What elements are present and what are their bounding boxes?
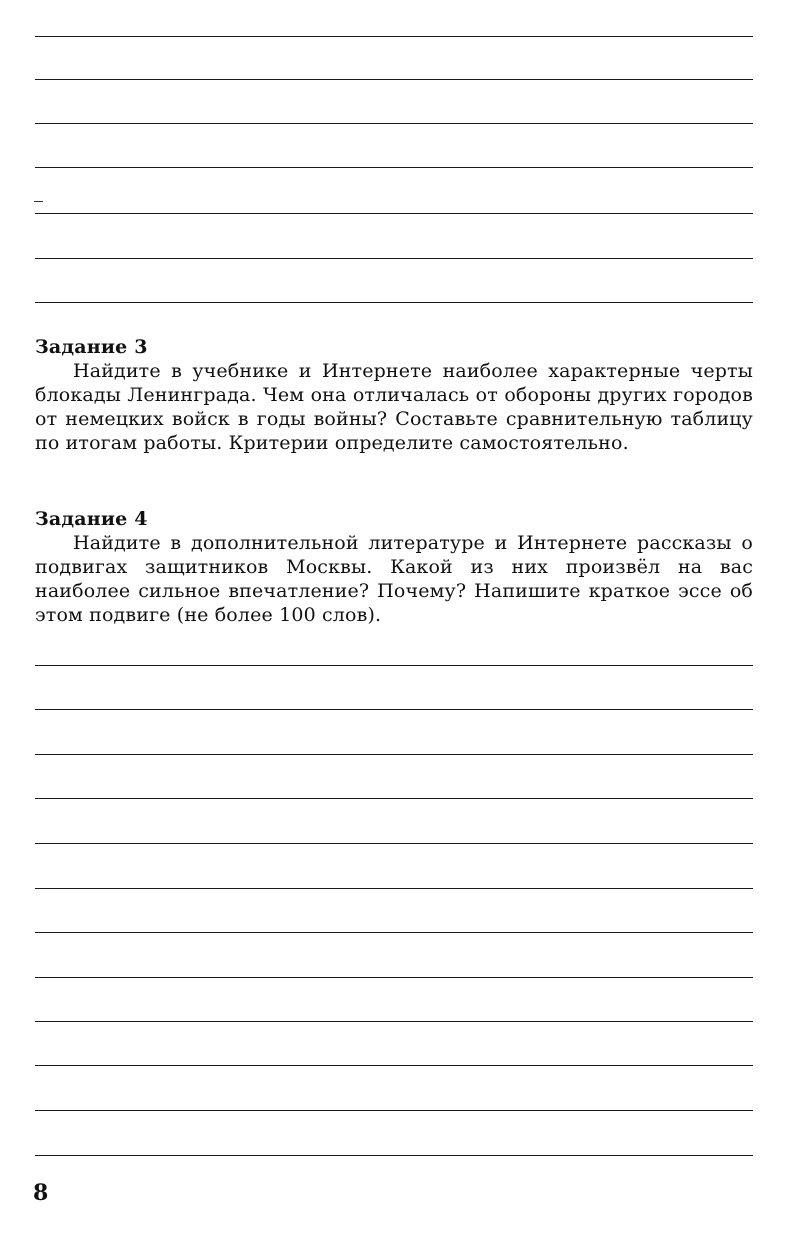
answer-line[interactable] [35, 1155, 753, 1156]
answer-line[interactable] [35, 79, 753, 80]
answer-line[interactable] [35, 213, 753, 214]
answer-line[interactable] [35, 977, 753, 978]
answer-line[interactable] [35, 1110, 753, 1111]
answer-line[interactable] [35, 798, 753, 799]
task-title: Задание 4 [35, 508, 148, 530]
task-text: Найдите в дополнительной литературе и Интернете рассказы о подвигах защитников Москвы. Какой из них произвёл на вас наиболее сильное впечатление? Почему? Напишите краткое эссе об этом подвиге (не более 100 слов). [35, 532, 753, 626]
answer-line[interactable] [35, 36, 753, 37]
margin-mark [34, 201, 43, 202]
answer-line[interactable] [35, 1065, 753, 1066]
answer-line[interactable] [35, 754, 753, 755]
task-3 [35, 335, 753, 455]
answer-line[interactable] [35, 123, 753, 124]
task-4 [35, 507, 753, 627]
answer-line[interactable] [35, 258, 753, 259]
answer-line[interactable] [35, 709, 753, 710]
task-title: Задание 3 [35, 336, 148, 358]
page-number: 8 [33, 1180, 49, 1206]
answer-line[interactable] [35, 1021, 753, 1022]
answer-line[interactable] [35, 665, 753, 666]
answer-line[interactable] [35, 302, 753, 303]
task-text: Найдите в учебнике и Интернете наиболее характерные черты блокады Ленинграда. Чем она отличалась от обороны других городов от немецких войск в годы войны? Составьте сравнительную таблицу по итогам работы. Критерии определите самостоятельно. [35, 360, 753, 454]
answer-line[interactable] [35, 932, 753, 933]
answer-line[interactable] [35, 167, 753, 168]
answer-line[interactable] [35, 888, 753, 889]
answer-line[interactable] [35, 843, 753, 844]
